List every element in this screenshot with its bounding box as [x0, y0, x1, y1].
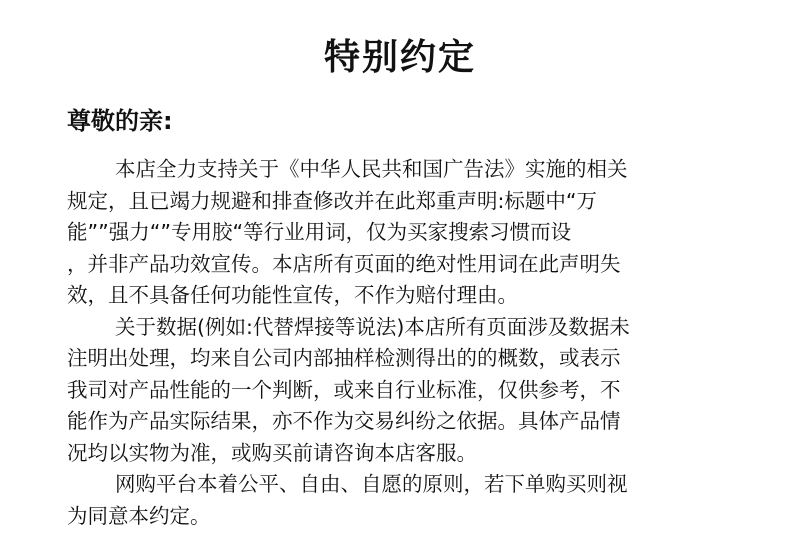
notice-body: [67, 154, 737, 532]
paragraph-1-line-3: 能””强力“”专用胶“等行业用词，仅为买家搜索习惯而设: [67, 220, 572, 244]
paragraph-3-line-2: 为同意本约定。: [67, 503, 211, 528]
paragraph-2-line-4: 能作为产品实际结果，亦不作为交易纠纷之依据。具体产品情: [67, 409, 621, 433]
paragraph-2-line-2: 注明出处理，均来自公司内部抽样检测得出的的概数，或表示: [67, 346, 621, 370]
paragraph-2-line-3: 我司对产品性能的一个判断，或来自行业标准，仅供参考，不: [67, 377, 621, 402]
page-title: 特别约定: [323, 37, 476, 78]
paragraph-1-line-1: 本店全力支持关于《中华人民共和国广告法》实施的相关: [115, 157, 628, 181]
greeting: 尊敬的亲:: [67, 107, 173, 135]
paragraph-3-line-1: 网购平台本着公平、自由、自愿的原则，若下单购买则视: [115, 472, 628, 496]
paragraph-1-line-2: 规定，且已竭力规避和排查修改并在此郑重声明:标题中“万: [67, 188, 598, 213]
paragraph-2-line-1: 关于数据(例如:代替焊接等说法)本店所有页面涉及数据未: [115, 314, 630, 339]
paragraph-1-line-4: ，并非产品功效宣传。本店所有页面的绝对性用词在此声明失: [67, 251, 621, 276]
paragraph-2-line-5: 况均以实物为准，或购买前请咨询本店客服。: [67, 440, 477, 465]
paragraph-1-line-5: 效，且不具备任何功能性宣传，不作为赔付理由。: [67, 283, 518, 307]
